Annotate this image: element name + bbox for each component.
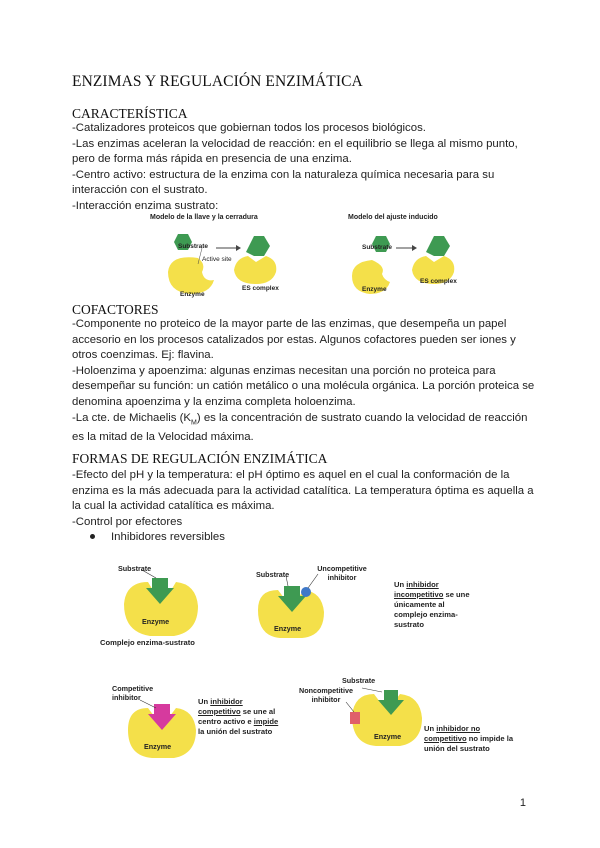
enzyme-label: Enzyme bbox=[180, 291, 205, 298]
bullet-text: Inhibidores reversibles bbox=[111, 531, 225, 543]
text-line: desempeñar su función: un catión metálico o una molécula orgánica. La porción proteica se bbox=[72, 380, 535, 393]
desc-term: inhibidor competitivo bbox=[198, 697, 243, 716]
competitive-label: Competitive inhibitor bbox=[112, 684, 154, 702]
desc-text: la unión del sustrato bbox=[198, 727, 273, 736]
text-line: -Efecto del pH y la temperatura: el pH óptimo es aquel en el cual la conformación de la bbox=[72, 469, 510, 481]
page-number: 1 bbox=[519, 797, 526, 809]
text-line: -Componente no proteico de la mayor parte de las enzimas, que desempeña un papel bbox=[72, 318, 507, 330]
substrate-label: Substrate bbox=[342, 676, 376, 685]
desc-text: Un bbox=[424, 724, 437, 733]
bullet-icon bbox=[90, 534, 95, 539]
figure-inhibitors bbox=[100, 560, 520, 770]
text-line: -Holoenzima y apoenzima: algunas enzimas necesitan una porción no proteica para bbox=[72, 364, 496, 377]
competitive-description bbox=[198, 697, 282, 737]
text-line-km bbox=[72, 411, 532, 431]
text-line: denomina apoenzima y la enzima completa holoenzima. bbox=[72, 395, 356, 408]
enzyme-label: Enzyme bbox=[144, 742, 172, 751]
text-line: -Centro activo: estructura de la enzima con la naturaleza química necesaria para su bbox=[72, 168, 495, 181]
text-line: es la mitad de la Velocidad máxima. bbox=[72, 431, 254, 444]
noncompetitive-description bbox=[424, 724, 514, 754]
desc-text: se une al centro activo e bbox=[198, 707, 276, 726]
enzyme-label: Enzyme bbox=[142, 617, 170, 626]
uncompetitive-label: Uncompetitive inhibitor bbox=[317, 564, 367, 582]
es-complex-label: ES complex bbox=[420, 278, 457, 285]
figure-enzyme-models bbox=[150, 212, 480, 304]
lock-key-title: Modelo de la llave y la cerradura bbox=[150, 214, 258, 221]
substrate-label: Substrate bbox=[256, 570, 290, 579]
noncompetitive-label: Noncompetitive inhibitor bbox=[299, 686, 353, 704]
heading-regulacion: FORMAS DE REGULACIÓN ENZIMÁTICA bbox=[72, 451, 328, 466]
desc-text: Un bbox=[394, 580, 407, 589]
bullet-item bbox=[90, 531, 225, 543]
km-text-b: ) es la concentración de sustrato cuando la velocidad de reacción bbox=[196, 411, 528, 424]
enzyme-label: Enzyme bbox=[362, 286, 387, 293]
uncompetitive-description bbox=[394, 580, 476, 630]
substrate-label: Substrate bbox=[362, 244, 392, 251]
text-line: pero de forma más rápida en presencia de una enzima. bbox=[72, 153, 352, 166]
text-line: otros coenzimas. Ej: flavina. bbox=[72, 349, 214, 362]
km-text-a: -La cte. de Michaelis (K bbox=[72, 411, 192, 424]
heading-caracteristica: CARACTERÍSTICA bbox=[72, 106, 188, 121]
cofactores-body bbox=[72, 317, 535, 446]
text-line: enzima es la más adecuada para la actividad catalítica. La temperatura óptima es aquella a bbox=[72, 484, 534, 497]
desc-term: inhibidor incompetitivo bbox=[394, 580, 444, 599]
complex-caption: Complejo enzima-sustrato bbox=[100, 638, 195, 647]
enzyme-label: Enzyme bbox=[374, 732, 402, 741]
substrate-label: Substrate bbox=[118, 564, 152, 573]
text-line: -Control por efectores bbox=[72, 515, 183, 528]
km-subscript: M bbox=[191, 418, 197, 426]
induced-fit-title: Modelo del ajuste inducido bbox=[348, 214, 438, 221]
text-line: accesorio en los procesos catalizados por estas. Algunos cofactores pueden ser iones y bbox=[72, 333, 516, 346]
text-line: la cual la actividad catalítica es máxima. bbox=[72, 500, 275, 513]
text-line: -Las enzimas aceleran la velocidad de reacción: en el equilibrio se llega al mismo punto, bbox=[72, 137, 518, 150]
text-line: interacción con el sustrato. bbox=[72, 184, 208, 197]
page-title: ENZIMAS Y REGULACIÓN ENZIMÁTICA bbox=[72, 73, 363, 90]
desc-term: inhibidor no competitivo bbox=[424, 724, 481, 743]
heading-cofactores: COFACTORES bbox=[72, 302, 159, 317]
caracteristica-body bbox=[72, 121, 532, 215]
desc-text: no impide la unión del sustrato bbox=[424, 734, 514, 753]
desc-emphasis: impide bbox=[253, 717, 279, 726]
desc-text: se une únicamente al complejo enzima-sustrato bbox=[394, 590, 470, 629]
desc-text: Un bbox=[198, 697, 211, 706]
enzyme-label: Enzyme bbox=[274, 624, 302, 633]
text-line: -Interacción enzima sustrato: bbox=[72, 199, 219, 212]
es-complex-label: ES complex bbox=[242, 285, 279, 292]
substrate-label: Substrate bbox=[178, 243, 208, 250]
text-line: -Catalizadores proteicos que gobiernan todos los procesos biológicos. bbox=[72, 122, 426, 134]
active-site-label: Active site bbox=[202, 256, 232, 263]
regulacion-body bbox=[72, 468, 532, 530]
